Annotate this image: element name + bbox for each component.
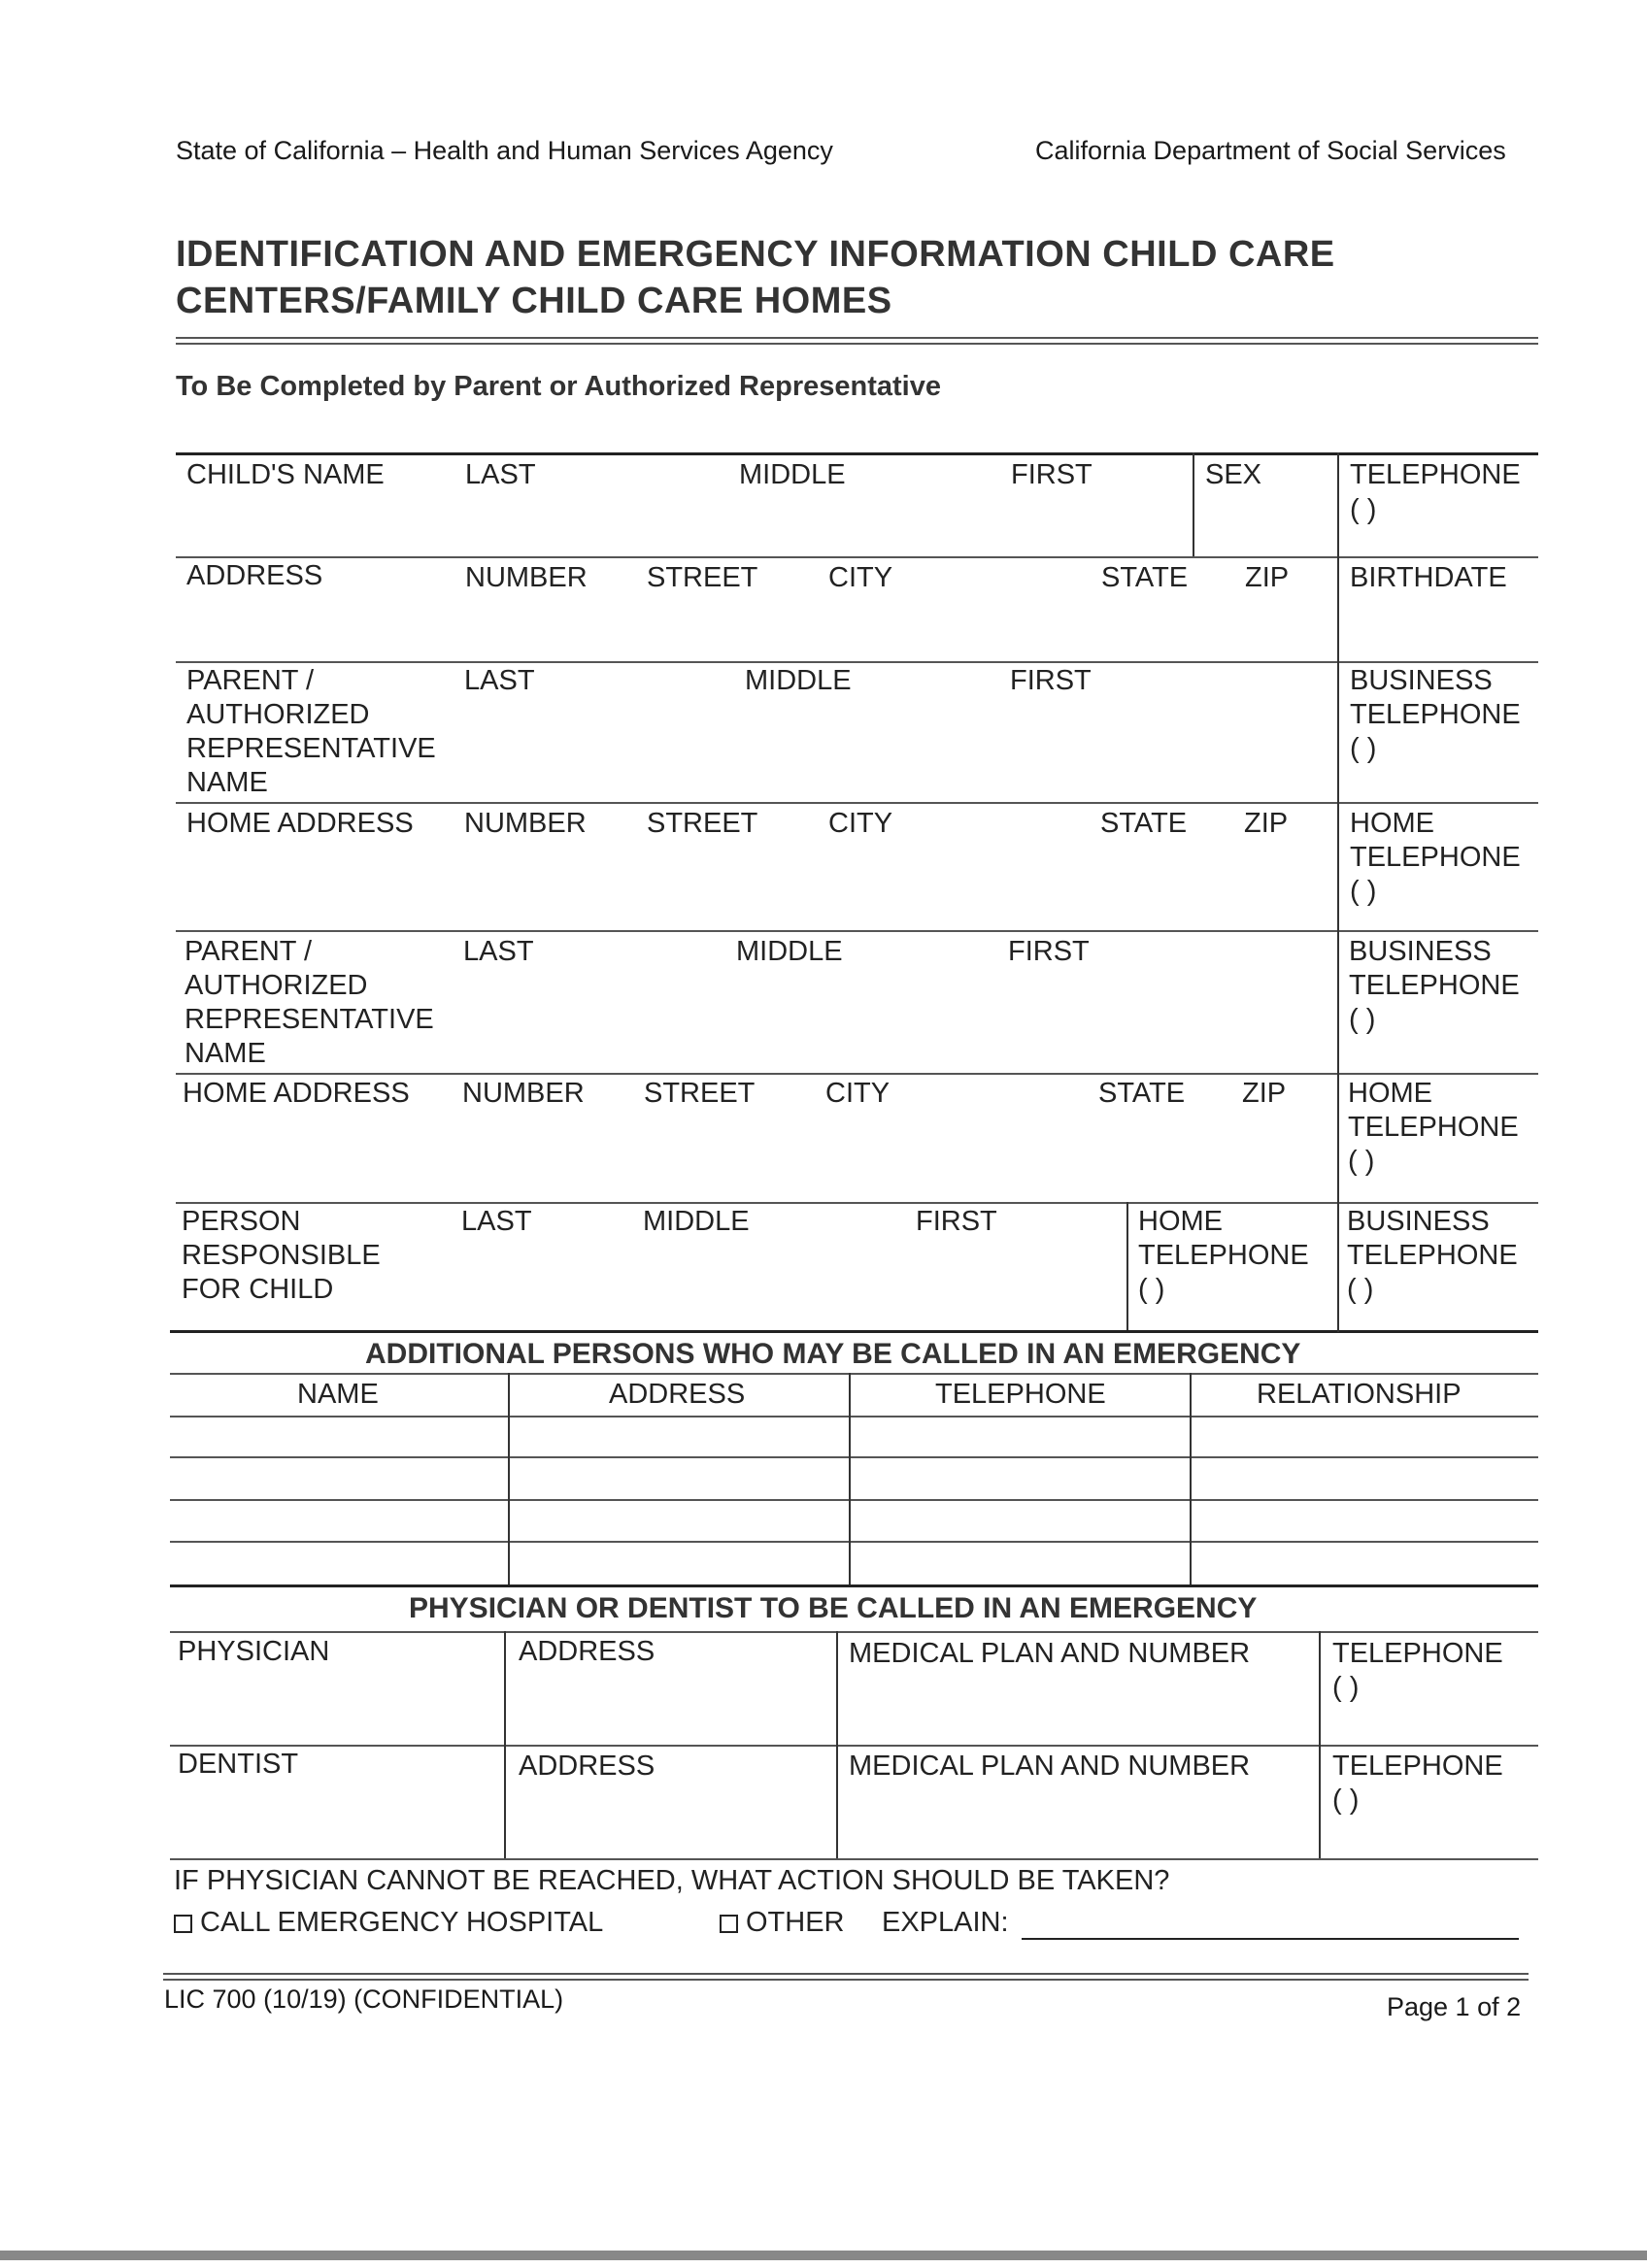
parent2-last-label: LAST bbox=[463, 936, 534, 967]
title-line-2: CENTERS/FAMILY CHILD CARE HOMES bbox=[176, 281, 892, 321]
parent1-first-label: FIRST bbox=[1010, 665, 1092, 696]
emergency-column-divider bbox=[508, 1373, 510, 1584]
parent1-middle-label: MIDDLE bbox=[745, 665, 852, 696]
child-first-label: FIRST bbox=[1011, 459, 1092, 490]
row-divider bbox=[176, 1202, 1538, 1204]
address-number-label: NUMBER bbox=[465, 562, 588, 593]
emergency-bottom-border bbox=[170, 1584, 1538, 1587]
emergency-relationship-header: RELATIONSHIP bbox=[1257, 1379, 1462, 1410]
emergency-title-divider bbox=[170, 1373, 1538, 1375]
responsible-last-label: LAST bbox=[461, 1206, 532, 1237]
emergency-address-header: ADDRESS bbox=[609, 1379, 746, 1410]
form-id: LIC 700 (10/19) (CONFIDENTIAL) bbox=[164, 1984, 564, 2014]
table-top-border bbox=[176, 452, 1538, 455]
home1-state-label: STATE bbox=[1100, 808, 1188, 839]
parent2-middle-label: MIDDLE bbox=[736, 936, 843, 967]
emergency-row-line bbox=[170, 1456, 1538, 1458]
physician-section-title: PHYSICIAN OR DENTIST TO BE CALLED IN AN EMERGENCY bbox=[409, 1592, 1258, 1624]
emergency-column-divider bbox=[1190, 1373, 1192, 1584]
responsible-person-label: PERSON RESPONSIBLE FOR CHILD bbox=[182, 1206, 381, 1305]
parent2-business-telephone-label: BUSINESS TELEPHONE ( ) bbox=[1349, 936, 1520, 1035]
home1-address-label: HOME ADDRESS bbox=[186, 808, 414, 839]
responsible-middle-label: MIDDLE bbox=[643, 1206, 750, 1237]
birthdate-label: BIRTHDATE bbox=[1350, 562, 1507, 593]
responsible-business-telephone-label: BUSINESS TELEPHONE ( ) bbox=[1347, 1206, 1518, 1305]
home2-street-label: STREET bbox=[644, 1078, 756, 1109]
responsible-first-label: FIRST bbox=[916, 1206, 997, 1237]
title-divider-bottom bbox=[176, 343, 1538, 345]
physician-column-divider bbox=[1319, 1631, 1321, 1858]
row-divider bbox=[176, 930, 1538, 932]
physician-telephone-label: TELEPHONE ( ) bbox=[1332, 1638, 1503, 1703]
page-number: Page 1 of 2 bbox=[1387, 1992, 1522, 2021]
home2-state-label: STATE bbox=[1098, 1078, 1186, 1109]
physician-column-divider bbox=[504, 1631, 506, 1858]
child-telephone-parens: ( ) bbox=[1350, 494, 1377, 525]
child-middle-label: MIDDLE bbox=[739, 459, 846, 490]
physician-column-divider bbox=[836, 1631, 838, 1858]
dentist-telephone-label: TELEPHONE ( ) bbox=[1332, 1751, 1503, 1816]
emergency-name-header: NAME bbox=[297, 1379, 379, 1410]
footer-divider-top bbox=[163, 1973, 1529, 1975]
physician-title-divider bbox=[170, 1631, 1538, 1633]
physician-address-label: ADDRESS bbox=[519, 1636, 655, 1667]
home1-zip-label: ZIP bbox=[1244, 808, 1289, 839]
row-divider bbox=[176, 556, 1538, 558]
title-divider-top bbox=[176, 337, 1538, 339]
home2-address-label: HOME ADDRESS bbox=[183, 1078, 410, 1109]
dentist-label: DENTIST bbox=[178, 1749, 299, 1780]
physician-medical-plan-label: MEDICAL PLAN AND NUMBER bbox=[849, 1638, 1251, 1669]
row-divider bbox=[176, 802, 1538, 804]
other-label: OTHER bbox=[746, 1907, 845, 1938]
explain-label: EXPLAIN: bbox=[882, 1907, 1009, 1938]
row-divider bbox=[176, 1073, 1538, 1075]
home1-city-label: CITY bbox=[828, 808, 893, 839]
call-hospital-checkbox[interactable] bbox=[174, 1915, 192, 1933]
address-zip-label: ZIP bbox=[1245, 562, 1290, 593]
home2-telephone-label: HOME TELEPHONE ( ) bbox=[1348, 1078, 1519, 1177]
physician-label: PHYSICIAN bbox=[178, 1636, 330, 1667]
parent1-last-label: LAST bbox=[464, 665, 535, 696]
parent1-name-label: PARENT / AUTHORIZED REPRESENTATIVE NAME bbox=[186, 665, 436, 798]
subtitle: To Be Completed by Parent or Authorized Representative bbox=[176, 371, 941, 402]
physician-bottom-border bbox=[170, 1858, 1538, 1860]
home1-street-label: STREET bbox=[647, 808, 758, 839]
page-title bbox=[176, 231, 1335, 324]
emergency-row-line bbox=[170, 1499, 1538, 1501]
other-option[interactable] bbox=[720, 1906, 845, 1940]
childs-name-label: CHILD'S NAME bbox=[186, 459, 385, 490]
emergency-row-line bbox=[170, 1416, 1538, 1418]
dentist-medical-plan-label: MEDICAL PLAN AND NUMBER bbox=[849, 1751, 1251, 1782]
dentist-address-label: ADDRESS bbox=[519, 1751, 655, 1782]
address-label: ADDRESS bbox=[186, 560, 323, 591]
sex-divider bbox=[1193, 452, 1194, 556]
home2-city-label: CITY bbox=[825, 1078, 891, 1109]
child-telephone-label: TELEPHONE bbox=[1350, 459, 1521, 490]
title-line-1: IDENTIFICATION AND EMERGENCY INFORMATION CHILD CARE bbox=[176, 234, 1335, 275]
physician-row-divider bbox=[170, 1745, 1538, 1747]
parent2-first-label: FIRST bbox=[1008, 936, 1090, 967]
emergency-telephone-header: TELEPHONE bbox=[935, 1379, 1106, 1410]
address-city-label: CITY bbox=[828, 562, 893, 593]
agency-header: State of California – Health and Human Services Agency bbox=[176, 136, 833, 165]
department-header: California Department of Social Services bbox=[1035, 136, 1506, 165]
other-checkbox[interactable] bbox=[720, 1915, 738, 1933]
address-state-label: STATE bbox=[1101, 562, 1189, 593]
home2-number-label: NUMBER bbox=[462, 1078, 585, 1109]
explain-input-line[interactable] bbox=[1022, 1938, 1519, 1940]
parent2-name-label: PARENT / AUTHORIZED REPRESENTATIVE NAME bbox=[185, 936, 434, 1069]
emergency-contacts-title: ADDITIONAL PERSONS WHO MAY BE CALLED IN AN EMERGENCY bbox=[365, 1338, 1301, 1370]
home2-zip-label: ZIP bbox=[1242, 1078, 1287, 1109]
call-hospital-label: CALL EMERGENCY HOSPITAL bbox=[200, 1907, 604, 1938]
row-divider bbox=[176, 661, 1538, 663]
telephone-column-divider bbox=[1337, 452, 1339, 1332]
emergency-row-line bbox=[170, 1541, 1538, 1543]
home-telephone-divider bbox=[1126, 1202, 1128, 1330]
call-hospital-option[interactable] bbox=[174, 1906, 603, 1940]
home1-telephone-label: HOME TELEPHONE ( ) bbox=[1350, 808, 1521, 907]
responsible-home-telephone-label: HOME TELEPHONE ( ) bbox=[1138, 1206, 1309, 1305]
action-question: IF PHYSICIAN CANNOT BE REACHED, WHAT ACTION SHOULD BE TAKEN? bbox=[174, 1865, 1170, 1896]
home1-number-label: NUMBER bbox=[464, 808, 587, 839]
address-street-label: STREET bbox=[647, 562, 758, 593]
child-sex-label: SEX bbox=[1205, 459, 1262, 490]
footer-divider-bottom bbox=[163, 1979, 1529, 1981]
emergency-column-divider bbox=[849, 1373, 851, 1584]
row-divider bbox=[170, 1330, 1538, 1333]
scan-edge bbox=[0, 2251, 1647, 2260]
child-last-label: LAST bbox=[465, 459, 536, 490]
parent1-business-telephone-label: BUSINESS TELEPHONE ( ) bbox=[1350, 665, 1521, 764]
